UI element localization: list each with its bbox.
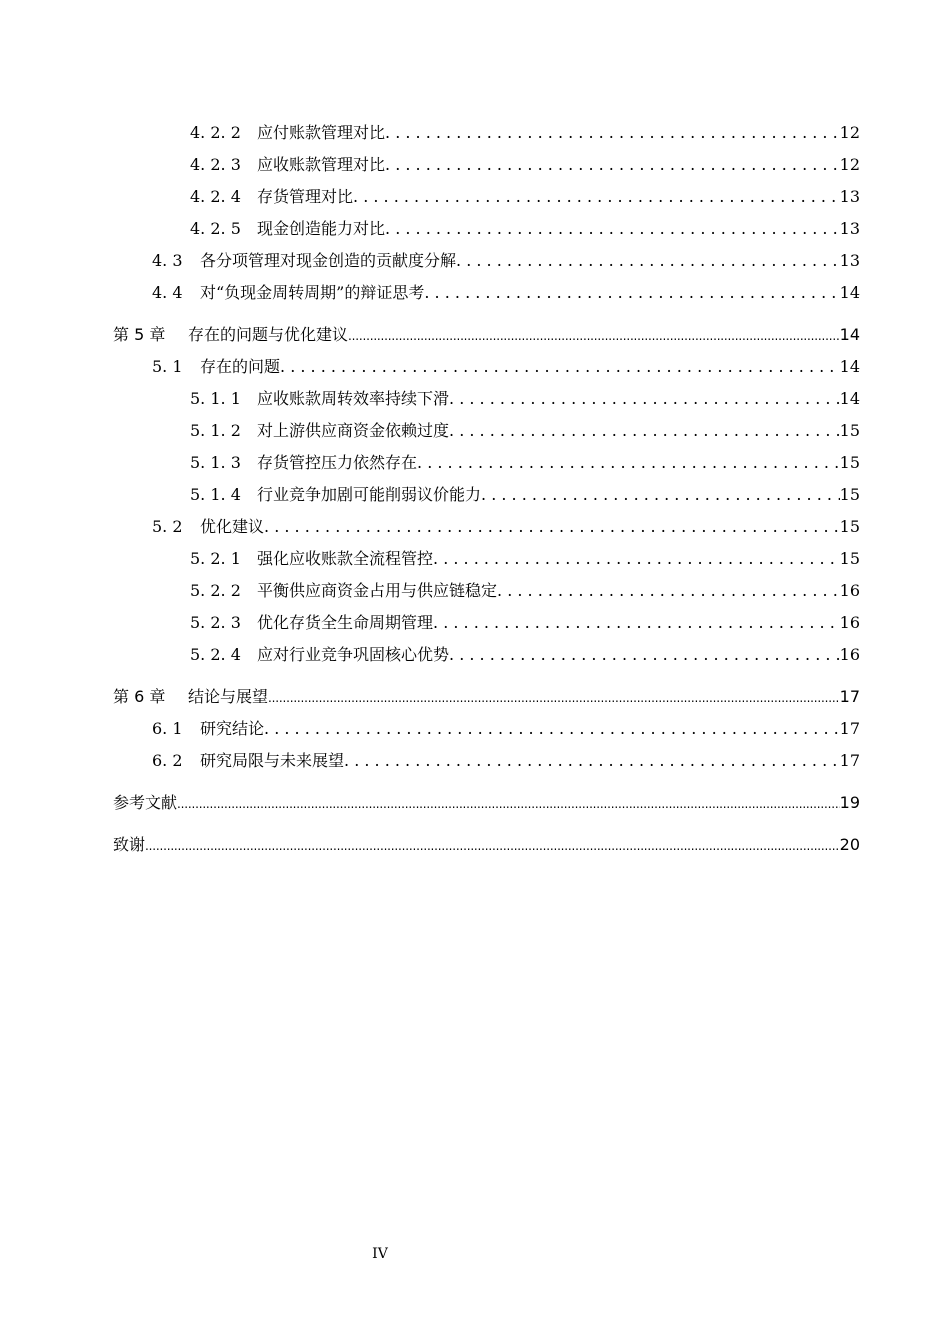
toc-entry-number: 5. 2. 2 <box>190 581 241 600</box>
toc-entry-title: 优化存货全生命周期管理 <box>257 613 434 632</box>
dot-leader <box>264 713 840 745</box>
toc-entry[interactable] <box>113 149 860 181</box>
dot-leader <box>449 639 840 671</box>
toc-entry-page: 14 <box>839 325 860 344</box>
toc-entry-title: 存在的问题与优化建议 <box>188 325 349 344</box>
dot-leader <box>417 447 840 479</box>
dot-leader <box>280 351 840 383</box>
toc-entry-number: 5. 2. 4 <box>190 645 241 664</box>
toc-entry-number: 5. 1. 3 <box>190 453 241 472</box>
toc-entry-page: 20 <box>839 835 860 854</box>
dot-leader <box>449 383 840 415</box>
toc-entry-title: 对上游供应商资金依赖过度 <box>257 421 450 440</box>
dot-leader <box>497 575 840 607</box>
dot-leader <box>348 319 840 352</box>
dot-leader <box>433 543 840 575</box>
toc-entry-title: 优化建议 <box>200 517 265 536</box>
toc-entry-title: 致谢 <box>113 835 146 854</box>
toc-entry-page: 14 <box>839 283 860 302</box>
toc-entry-page: 15 <box>839 485 860 504</box>
toc-entry-page: 16 <box>839 613 860 632</box>
toc-entry-number: 6. 1 <box>152 719 183 738</box>
toc-entry[interactable] <box>113 277 860 309</box>
toc-entry[interactable] <box>113 511 860 543</box>
toc-entry-title: 应付账款管理对比 <box>257 123 386 142</box>
toc-entry[interactable] <box>113 829 860 861</box>
toc-entry-page: 13 <box>839 251 860 270</box>
toc-entry[interactable] <box>113 351 860 383</box>
toc-entry-number: 4. 3 <box>152 251 183 270</box>
dot-leader <box>268 681 840 714</box>
toc-entry[interactable] <box>113 245 860 277</box>
toc-entry[interactable] <box>113 543 860 575</box>
toc-entry-number: 4. 4 <box>152 283 183 302</box>
dot-leader <box>385 117 840 149</box>
toc-entry-page: 16 <box>839 645 860 664</box>
dot-leader <box>385 149 840 181</box>
toc-entry-number: 5. 2. 1 <box>190 549 241 568</box>
toc-entry[interactable] <box>113 319 860 351</box>
toc-entry-title: 各分项管理对现金创造的贡献度分解 <box>200 251 457 270</box>
dot-leader <box>353 181 840 213</box>
toc-entry-title: 研究结论 <box>200 719 265 738</box>
toc-entry-number: 5. 1. 2 <box>190 421 241 440</box>
toc-entry-title: 对“负现金周转周期”的辩证思考 <box>200 283 425 302</box>
dot-leader <box>264 511 840 543</box>
toc-entry[interactable] <box>113 479 860 511</box>
dot-leader <box>424 277 839 309</box>
toc-entry-title: 应收账款周转效率持续下滑 <box>257 389 450 408</box>
toc-entry-page: 17 <box>839 719 860 738</box>
toc-entry-title: 研究局限与未来展望 <box>200 751 345 770</box>
toc-entry-title: 存在的问题 <box>200 357 281 376</box>
table-of-contents <box>113 117 860 861</box>
toc-entry[interactable] <box>113 713 860 745</box>
toc-entry-page: 14 <box>839 389 860 408</box>
toc-entry-number: 第 5 章 <box>113 325 166 344</box>
toc-entry-page: 15 <box>839 421 860 440</box>
toc-entry[interactable] <box>113 447 860 479</box>
toc-entry[interactable] <box>113 213 860 245</box>
toc-entry[interactable] <box>113 639 860 671</box>
toc-entry-title: 平衡供应商资金占用与供应链稳定 <box>257 581 498 600</box>
toc-entry[interactable] <box>113 575 860 607</box>
toc-entry-title: 强化应收账款全流程管控 <box>257 549 434 568</box>
toc-entry-page: 15 <box>839 453 860 472</box>
toc-entry-title: 行业竞争加剧可能削弱议价能力 <box>257 485 482 504</box>
toc-entry-number: 6. 2 <box>152 751 183 770</box>
toc-entry-page: 16 <box>839 581 860 600</box>
dot-leader <box>385 213 840 245</box>
toc-entry-number: 4. 2. 3 <box>190 155 241 174</box>
dot-leader <box>456 245 840 277</box>
toc-entry-page: 13 <box>839 187 860 206</box>
toc-entry-number: 第 6 章 <box>113 687 166 706</box>
toc-entry-number: 5. 2. 3 <box>190 613 241 632</box>
dot-leader <box>449 415 840 447</box>
toc-entry[interactable] <box>113 745 860 777</box>
toc-entry[interactable] <box>113 117 860 149</box>
toc-entry-page: 19 <box>839 793 860 812</box>
toc-entry-number: 5. 2 <box>152 517 183 536</box>
dot-leader <box>145 829 840 862</box>
toc-entry-page: 17 <box>839 751 860 770</box>
dot-leader <box>481 479 840 511</box>
toc-entry-number: 5. 1. 4 <box>190 485 241 504</box>
toc-entry-number: 4. 2. 2 <box>190 123 241 142</box>
toc-entry-title: 应对行业竞争巩固核心优势 <box>257 645 450 664</box>
toc-entry-page: 12 <box>839 155 860 174</box>
toc-entry-number: 5. 1 <box>152 357 183 376</box>
dot-leader <box>177 787 840 820</box>
toc-entry[interactable] <box>113 383 860 415</box>
toc-entry-title: 应收账款管理对比 <box>257 155 386 174</box>
toc-entry[interactable] <box>113 181 860 213</box>
toc-entry-title: 存货管控压力依然存在 <box>257 453 418 472</box>
toc-entry-page: 12 <box>839 123 860 142</box>
toc-entry-title: 参考文献 <box>113 793 178 812</box>
toc-entry[interactable] <box>113 415 860 447</box>
toc-entry-number: 4. 2. 4 <box>190 187 241 206</box>
toc-entry[interactable] <box>113 681 860 713</box>
dot-leader <box>433 607 840 639</box>
page-number-footer: IV <box>372 1246 388 1262</box>
toc-entry-title: 存货管理对比 <box>257 187 354 206</box>
toc-entry-number: 5. 1. 1 <box>190 389 241 408</box>
toc-entry[interactable] <box>113 787 860 819</box>
toc-entry-page: 15 <box>839 549 860 568</box>
toc-entry-page: 13 <box>839 219 860 238</box>
toc-entry-page: 15 <box>839 517 860 536</box>
toc-entry[interactable] <box>113 607 860 639</box>
toc-entry-page: 17 <box>839 687 860 706</box>
toc-entry-page: 14 <box>839 357 860 376</box>
toc-entry-title: 结论与展望 <box>188 687 269 706</box>
toc-entry-number: 4. 2. 5 <box>190 219 241 238</box>
dot-leader <box>344 745 840 777</box>
toc-entry-title: 现金创造能力对比 <box>257 219 386 238</box>
